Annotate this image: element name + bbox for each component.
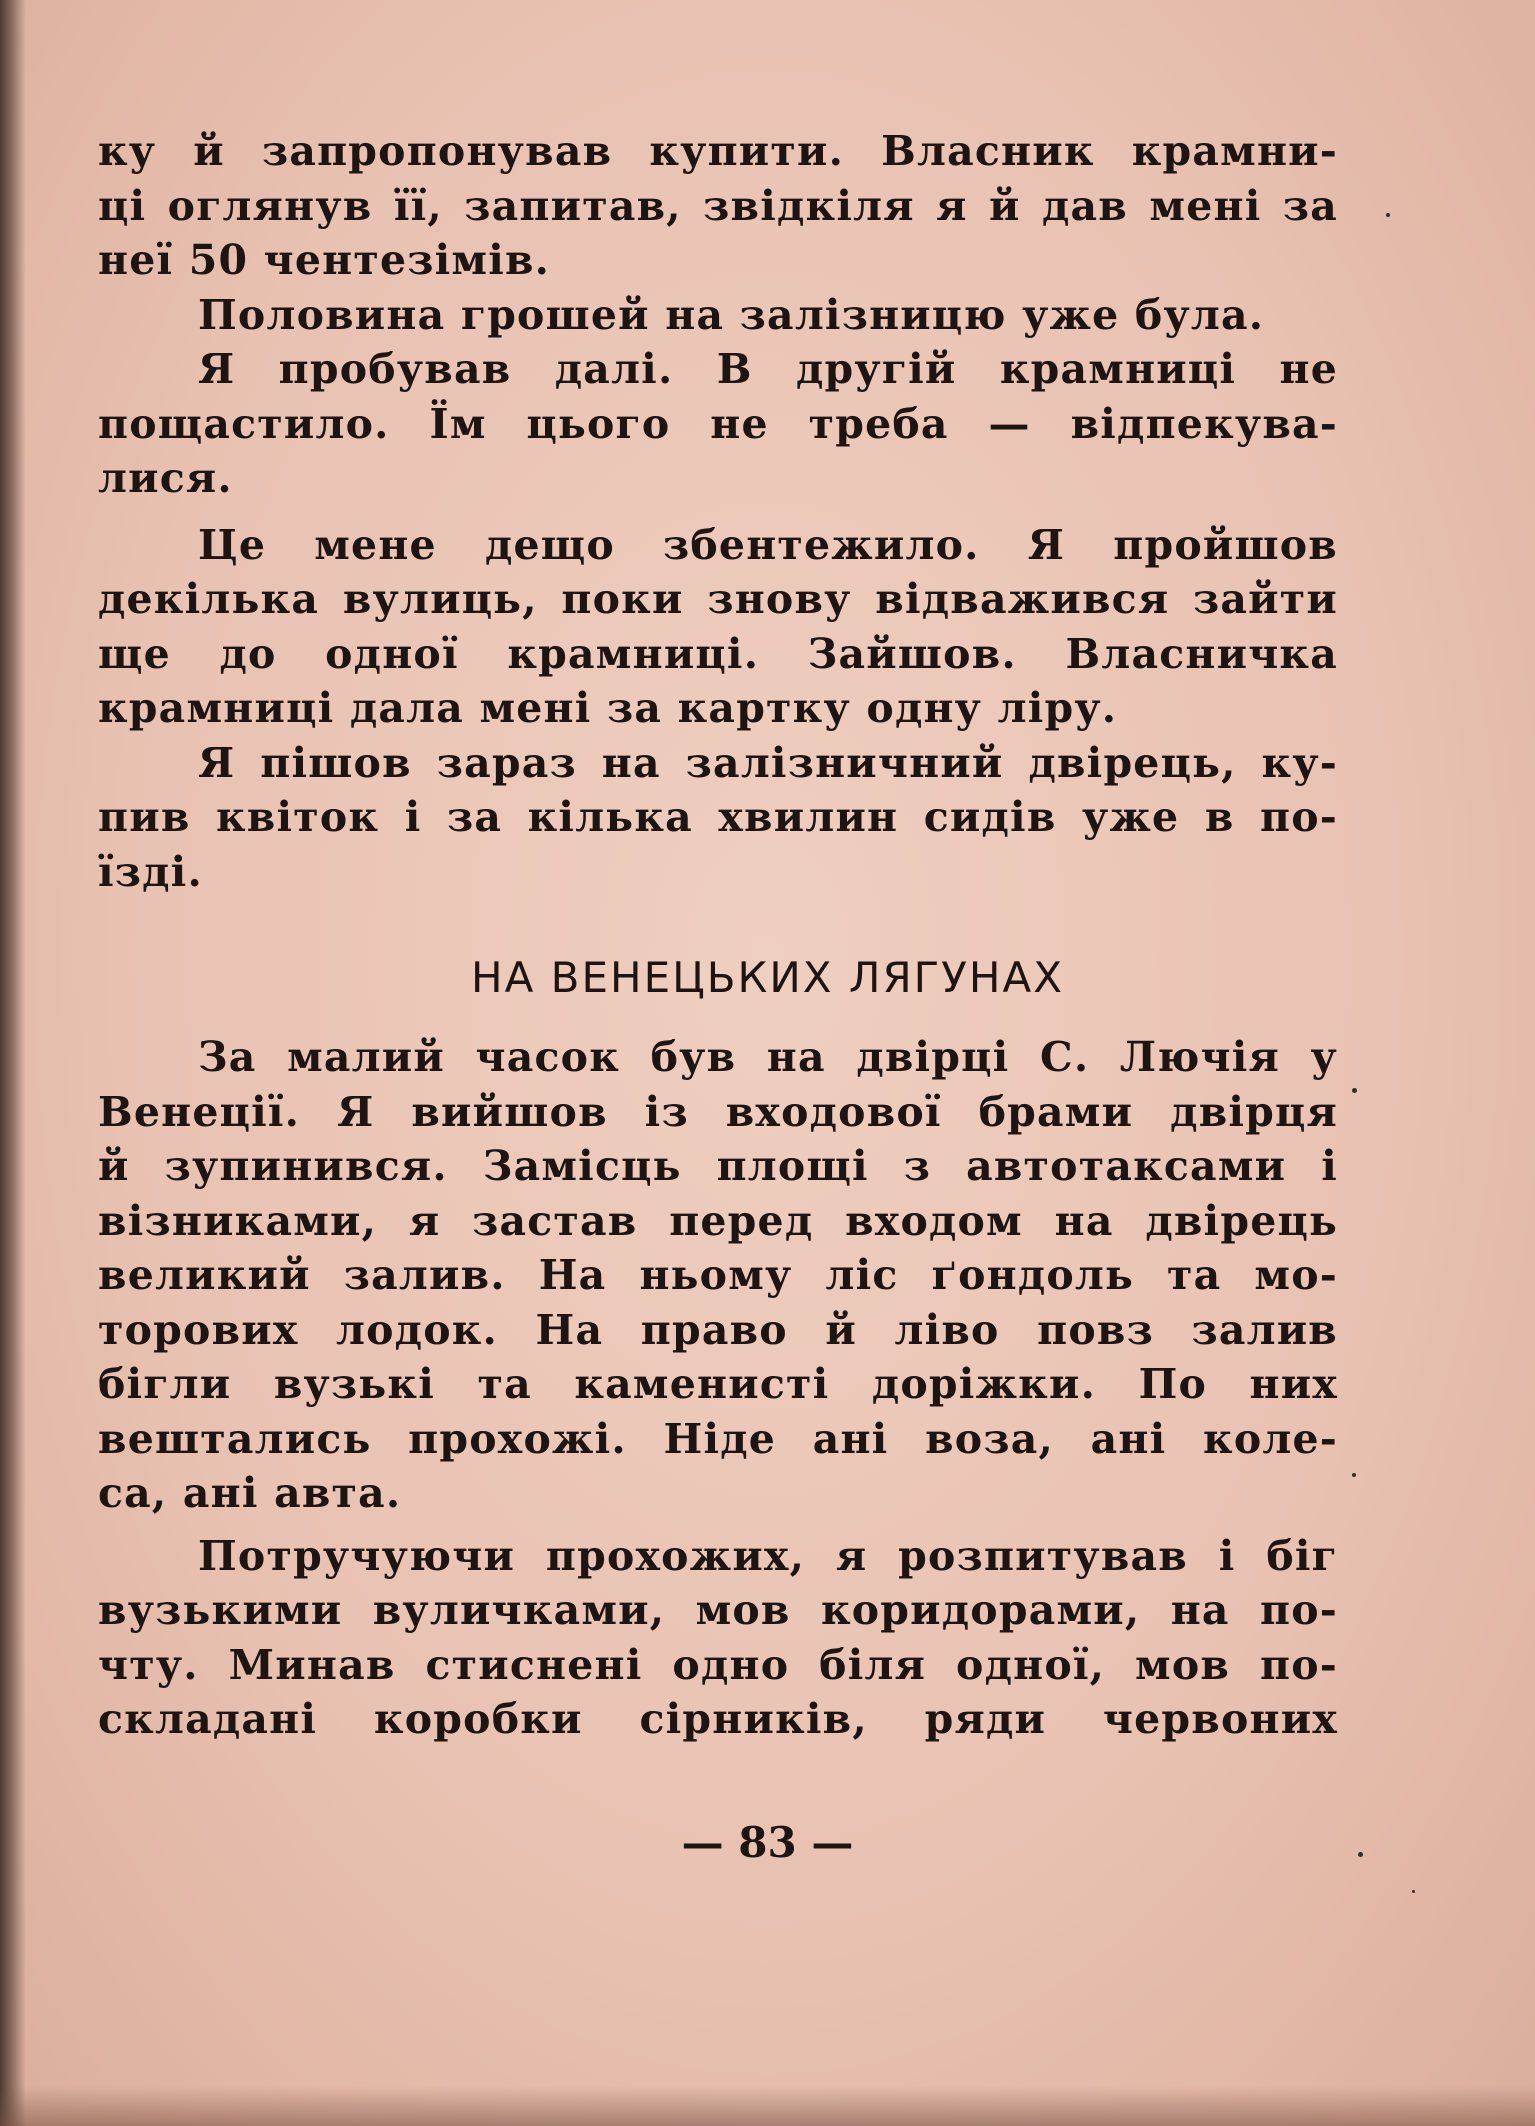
text-line: Я пробував далі. В другій крамниці не: [198, 345, 1338, 393]
text-line: великий залив. На ньому ліс ґондоль та мо-: [98, 1251, 1338, 1299]
text-line: візниками, я застав перед входом на двірець: [98, 1196, 1338, 1245]
text-line: декілька вулиць, поки знову відважився зайти: [98, 575, 1338, 623]
text-line: лися.: [98, 454, 233, 502]
text-line: вузькими вуличками, мов коридорами, на по-: [98, 1586, 1338, 1634]
text-line: пощастило. Їм цього не треба — відпекува-: [98, 399, 1338, 448]
text-line: торових лодок. На право й ліво повз залив: [98, 1305, 1338, 1354]
text-line: Потручуючи прохожих, я розпитував і біг: [198, 1531, 1338, 1580]
section-heading: НА ВЕНЕЦЬКИХ ЛЯГУНАХ: [471, 953, 1064, 1002]
text-line: крамниці дала мені за картку одну ліру.: [98, 684, 1118, 732]
paper-speck: [1386, 213, 1390, 217]
text-line: Половина грошей на залізницю уже була.: [198, 290, 1265, 339]
paper-speck: [1358, 1852, 1363, 1857]
text-line: їзді.: [98, 847, 203, 896]
text-line: бігли вузькі та каменисті доріжки. По них: [98, 1360, 1338, 1408]
text-line: й зупинився. Замісць площі з автотаксами і: [98, 1142, 1338, 1190]
page-bottom-edge-shadow: [0, 2086, 1535, 2126]
text-line: ку й запропонував купити. Власник крамни-: [98, 127, 1338, 175]
paper-speck: [1352, 1473, 1356, 1477]
text-line: ще до одної крамниці. Зайшов. Власничка: [98, 629, 1338, 678]
text-line: ці оглянув її, запитав, звідкіля я й дав мені за: [98, 181, 1338, 230]
paper-speck: [1352, 1088, 1357, 1093]
text-line: вештались прохожі. Ніде ані воза, ані коле-: [98, 1414, 1338, 1463]
text-line: Я пішов зараз на залізничний двірець, ку-: [198, 738, 1338, 787]
text-line: пив квіток і за кілька хвилин сидів уже в по-: [98, 793, 1338, 841]
text-line: са, ані авта.: [98, 1469, 402, 1517]
paper-speck: [1412, 1890, 1415, 1893]
text-section-2: [98, 1030, 1338, 1747]
text-line: чту. Минав стиснені одно біля одної, мов по-: [98, 1640, 1338, 1689]
text-line: неї 50 чентезімів.: [98, 236, 551, 284]
text-line: За малий часок був на двірці С. Лючія у: [198, 1033, 1338, 1081]
page-number: — 83 —: [681, 1818, 854, 1867]
text-section-1: [98, 124, 1338, 899]
text-line: Це мене дещо збентежило. Я пройшов: [198, 520, 1338, 569]
text-line: Венеції. Я вийшов із входової брами двірця: [98, 1087, 1338, 1136]
text-line: складані коробки сірників, ряди червоних: [98, 1695, 1338, 1743]
page-left-edge-shadow: [0, 0, 26, 2126]
